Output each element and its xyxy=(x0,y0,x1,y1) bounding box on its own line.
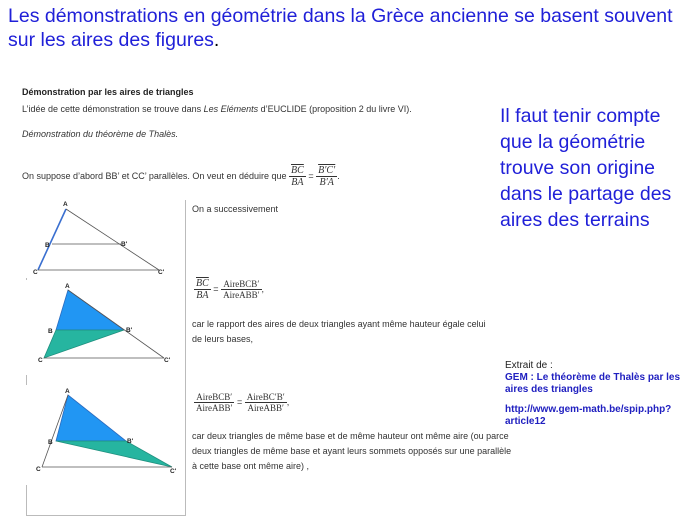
label-bp: B' xyxy=(121,241,128,248)
label-c: C xyxy=(38,357,43,364)
citation-label: Extrait de : xyxy=(505,360,553,371)
equals-sign: = xyxy=(308,170,314,181)
fraction-den: BA xyxy=(291,177,304,188)
source-citation xyxy=(505,360,685,428)
fraction-den: AireABB′ xyxy=(247,403,284,413)
reason-2: car deux triangles de même base et de même hauteur ont même aire (ou parce deux triangles de même base et ayant leurs sommets opposés sur une parallèle à cette base ont même aire) , xyxy=(192,431,512,471)
fraction-bc-ba xyxy=(289,165,306,188)
label-a: A xyxy=(63,201,68,208)
successively-text: On a successivement xyxy=(192,204,279,214)
fraction-num: $\overline{BC}$ xyxy=(196,278,209,289)
hypothesis-text: On suppose d’abord BB’ et CC’ parallèles. On veut en déduire que xyxy=(22,170,287,181)
document-excerpt xyxy=(22,80,512,517)
label-c: C xyxy=(33,269,38,276)
label-a: A xyxy=(65,283,70,290)
eq3-rhs xyxy=(245,392,287,413)
label-bp: B' xyxy=(127,438,134,445)
citation-url: http://www.gem-math.be/spip.php?article12 xyxy=(505,404,672,427)
doc-intro xyxy=(22,104,412,114)
figure-triangle-1 xyxy=(26,200,184,278)
figure-triangle-2 xyxy=(26,280,184,375)
equals-sign: = xyxy=(236,396,243,407)
eq2-lhs xyxy=(194,278,211,301)
label-cp: C' xyxy=(164,357,171,364)
doc-hypothesis xyxy=(22,165,340,188)
label-bp: B' xyxy=(126,327,133,334)
side-note: Il faut tenir compte que la géométrie trouve son origine dans le partage des aires des terrains xyxy=(500,105,672,231)
doc-intro-a: L’idée de cette démonstration se trouve dans xyxy=(22,104,204,114)
fraction-den: AireABB′ xyxy=(223,290,260,300)
label-cp: C' xyxy=(158,269,165,276)
eq3-lhs xyxy=(194,392,234,413)
fraction-bpcp-bpa xyxy=(316,165,337,188)
doc-intro-c: d’EUCLIDE (proposition 2 du livre VI). xyxy=(258,104,412,114)
label-b: B xyxy=(45,242,50,249)
fraction-num: $\overline{BC}$ xyxy=(291,165,304,176)
figure-triangle-3 xyxy=(26,385,184,485)
fraction-den: AireABB′ xyxy=(196,403,233,413)
fraction-num: AireBCB′ xyxy=(194,392,234,403)
doc-subheading: Démonstration du théorème de Thalès. xyxy=(22,129,179,139)
equation-2 xyxy=(194,278,264,301)
citation-reference: GEM : Le théorème de Thalès par les aires des triangles xyxy=(505,372,681,395)
fraction-num: AireBC′B′ xyxy=(246,392,285,402)
fraction-num: B′C′ xyxy=(318,165,336,176)
doc-intro-book: Les Eléments xyxy=(203,104,259,114)
slide-title-dot: . xyxy=(213,29,220,51)
equals-sign: = xyxy=(213,283,219,294)
label-c: C xyxy=(36,466,41,473)
eq2-end: , xyxy=(261,283,265,294)
slide-title xyxy=(8,4,684,52)
equation-3 xyxy=(194,392,289,413)
label-cp: C' xyxy=(170,468,177,475)
eq2-rhs xyxy=(221,279,261,300)
doc-heading: Démonstration par les aires de triangles xyxy=(22,87,194,97)
reason-1: car le rapport des aires de deux triangles ayant même hauteur égale celui de leurs bases, xyxy=(192,319,486,344)
label-a: A xyxy=(65,388,70,395)
fraction-den: B′A xyxy=(319,177,334,188)
fraction-num: AireBCB′ xyxy=(221,279,261,290)
slide-title-text: Les démonstrations en géométrie dans la Grèce ancienne se basent souvent sur les aires des figures xyxy=(8,5,673,51)
period: . xyxy=(337,170,340,181)
label-b: B xyxy=(48,439,53,446)
eq3-end: , xyxy=(286,396,290,407)
label-b: B xyxy=(48,328,53,335)
fraction-den: BA xyxy=(196,290,209,301)
